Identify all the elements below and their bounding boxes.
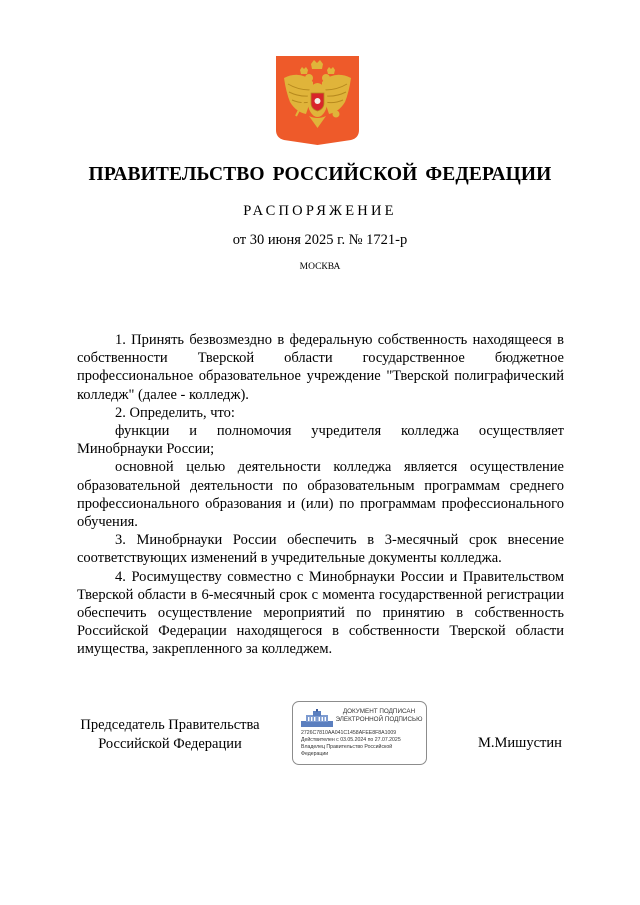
document-body [77, 331, 564, 659]
stamp-details [301, 730, 423, 758]
signatory-name: М.Мишустин [478, 735, 562, 751]
stamp-owner-line2: Федерации [301, 751, 329, 757]
stamp-title-line1: ДОКУМЕНТ ПОДПИСАН [342, 708, 416, 715]
stamp-title-line2: ЭЛЕКТРОННОЙ ПОДПИСЬЮ [335, 716, 423, 723]
document-date-number: от 30 июня 2025 г. № 1721-р [232, 232, 408, 248]
stamp-validity: Действителен с 03.05.2024 по 27.07.2025 [301, 737, 401, 743]
paragraph-5: 3. Минобрнауки России обеспечить в 3-месячный срок внесение соответствующих изменений в учредительные документы колледжа. [77, 532, 564, 567]
stamp-serial: 2726C7810AA041C1458AFEE8F8A1009 [301, 730, 397, 736]
document-type: РАСПОРЯЖЕНИЕ [243, 203, 397, 219]
document-city: МОСКВА [299, 262, 341, 272]
paragraph-4: основной целью деятельности колледжа является осуществление образовательной деятельности по образовательным программам среднего профессионального образования и (или) по программам профессионального обучения. [77, 459, 564, 531]
paragraph-6: 4. Росимуществу совместно с Минобрнауки России и Правительством Тверской области в 6-месячный срок с момента государственной регистрации обеспечить осуществление мероприятий по принятию в собственность Российской Федерации находящегося в собственности Тверской области имущества, закрепленного за колледжем. [77, 568, 564, 658]
government-title: ПРАВИТЕЛЬСТВО РОССИЙСКОЙ ФЕДЕРАЦИИ [88, 164, 552, 185]
paragraph-1: 1. Принять безвозмездно в федеральную собственность находящееся в собственности Тверской области государственное бюджетное профессиональное образовательное учреждение "Тверской полиграфический колледж" (далее - колледж). [77, 332, 564, 403]
electronic-signature-stamp [292, 701, 427, 765]
stamp-title [335, 708, 423, 724]
paragraph-2: 2. Определить, что: [115, 404, 235, 421]
paragraph-3: функции и полномочия учредителя колледжа осуществляет Минобрнауки России; [77, 423, 564, 458]
russian-coat-of-arms-icon [276, 56, 359, 145]
signatory-position-line1: Председатель Правительства [80, 717, 260, 733]
stamp-owner-line1: Владелец Правительство Российской [301, 744, 393, 750]
signatory-position [70, 716, 270, 753]
signatory-position-line2: Российской Федерации [98, 735, 242, 752]
government-building-icon [301, 709, 333, 727]
